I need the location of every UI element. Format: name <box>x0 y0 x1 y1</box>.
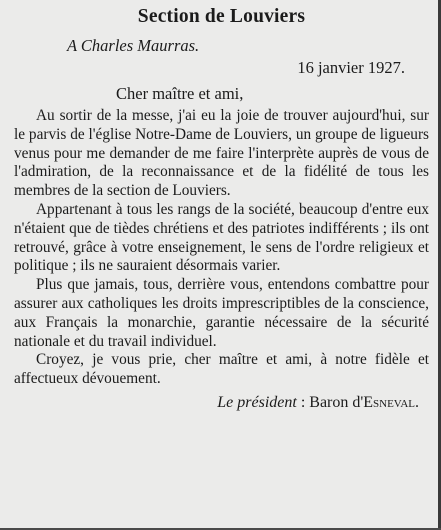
paragraph-4: Croyez, je vous prie, cher maître et ami, à notre fidèle et affectueux dévouement. <box>14 351 429 388</box>
signature-name-prefix: Baron d' <box>309 393 364 411</box>
dedication-line: A Charles Maurras. <box>67 36 200 55</box>
signature-name: Esneval. <box>363 393 419 411</box>
paragraph-1: Au sortir de la messe, j'ai eu la joie de trouver aujourd'hui, sur le parvis de l'église Notre-Dame de Louviers, un groupe de ligueurs venus pour me demander de me faire l'interprète auprès de vous de l'admiration, de la reconnaissance et de la fidélité de tous les membres de la section de Louviers. <box>14 107 429 200</box>
signature <box>14 393 419 413</box>
paragraph-2: Appartenant à tous les rangs de la société, beaucoup d'entre eux n'étaient que de tièdes chrétiens et des patriotes indifférents ; ils ont retrouvé, grâce à votre enseignement, le sens de l'ordre religieux et politique ; ils ne sauraient désormais varier. <box>14 200 429 275</box>
article-title: Section de Louviers <box>137 6 306 27</box>
letter-date: 16 janvier 1927. <box>297 58 405 77</box>
paragraph-3: Plus que jamais, tous, derrière vous, entendons combattre pour assurer aux catholiques les droits imprescriptibles de la conscience, aux Français la monarchie, garantie nécessaire de la sécurité nationale et du travail individuel. <box>14 276 429 350</box>
signature-separator: : <box>296 393 310 411</box>
salutation: Cher maître et ami, <box>116 84 244 103</box>
signature-role: Le président <box>217 393 297 411</box>
